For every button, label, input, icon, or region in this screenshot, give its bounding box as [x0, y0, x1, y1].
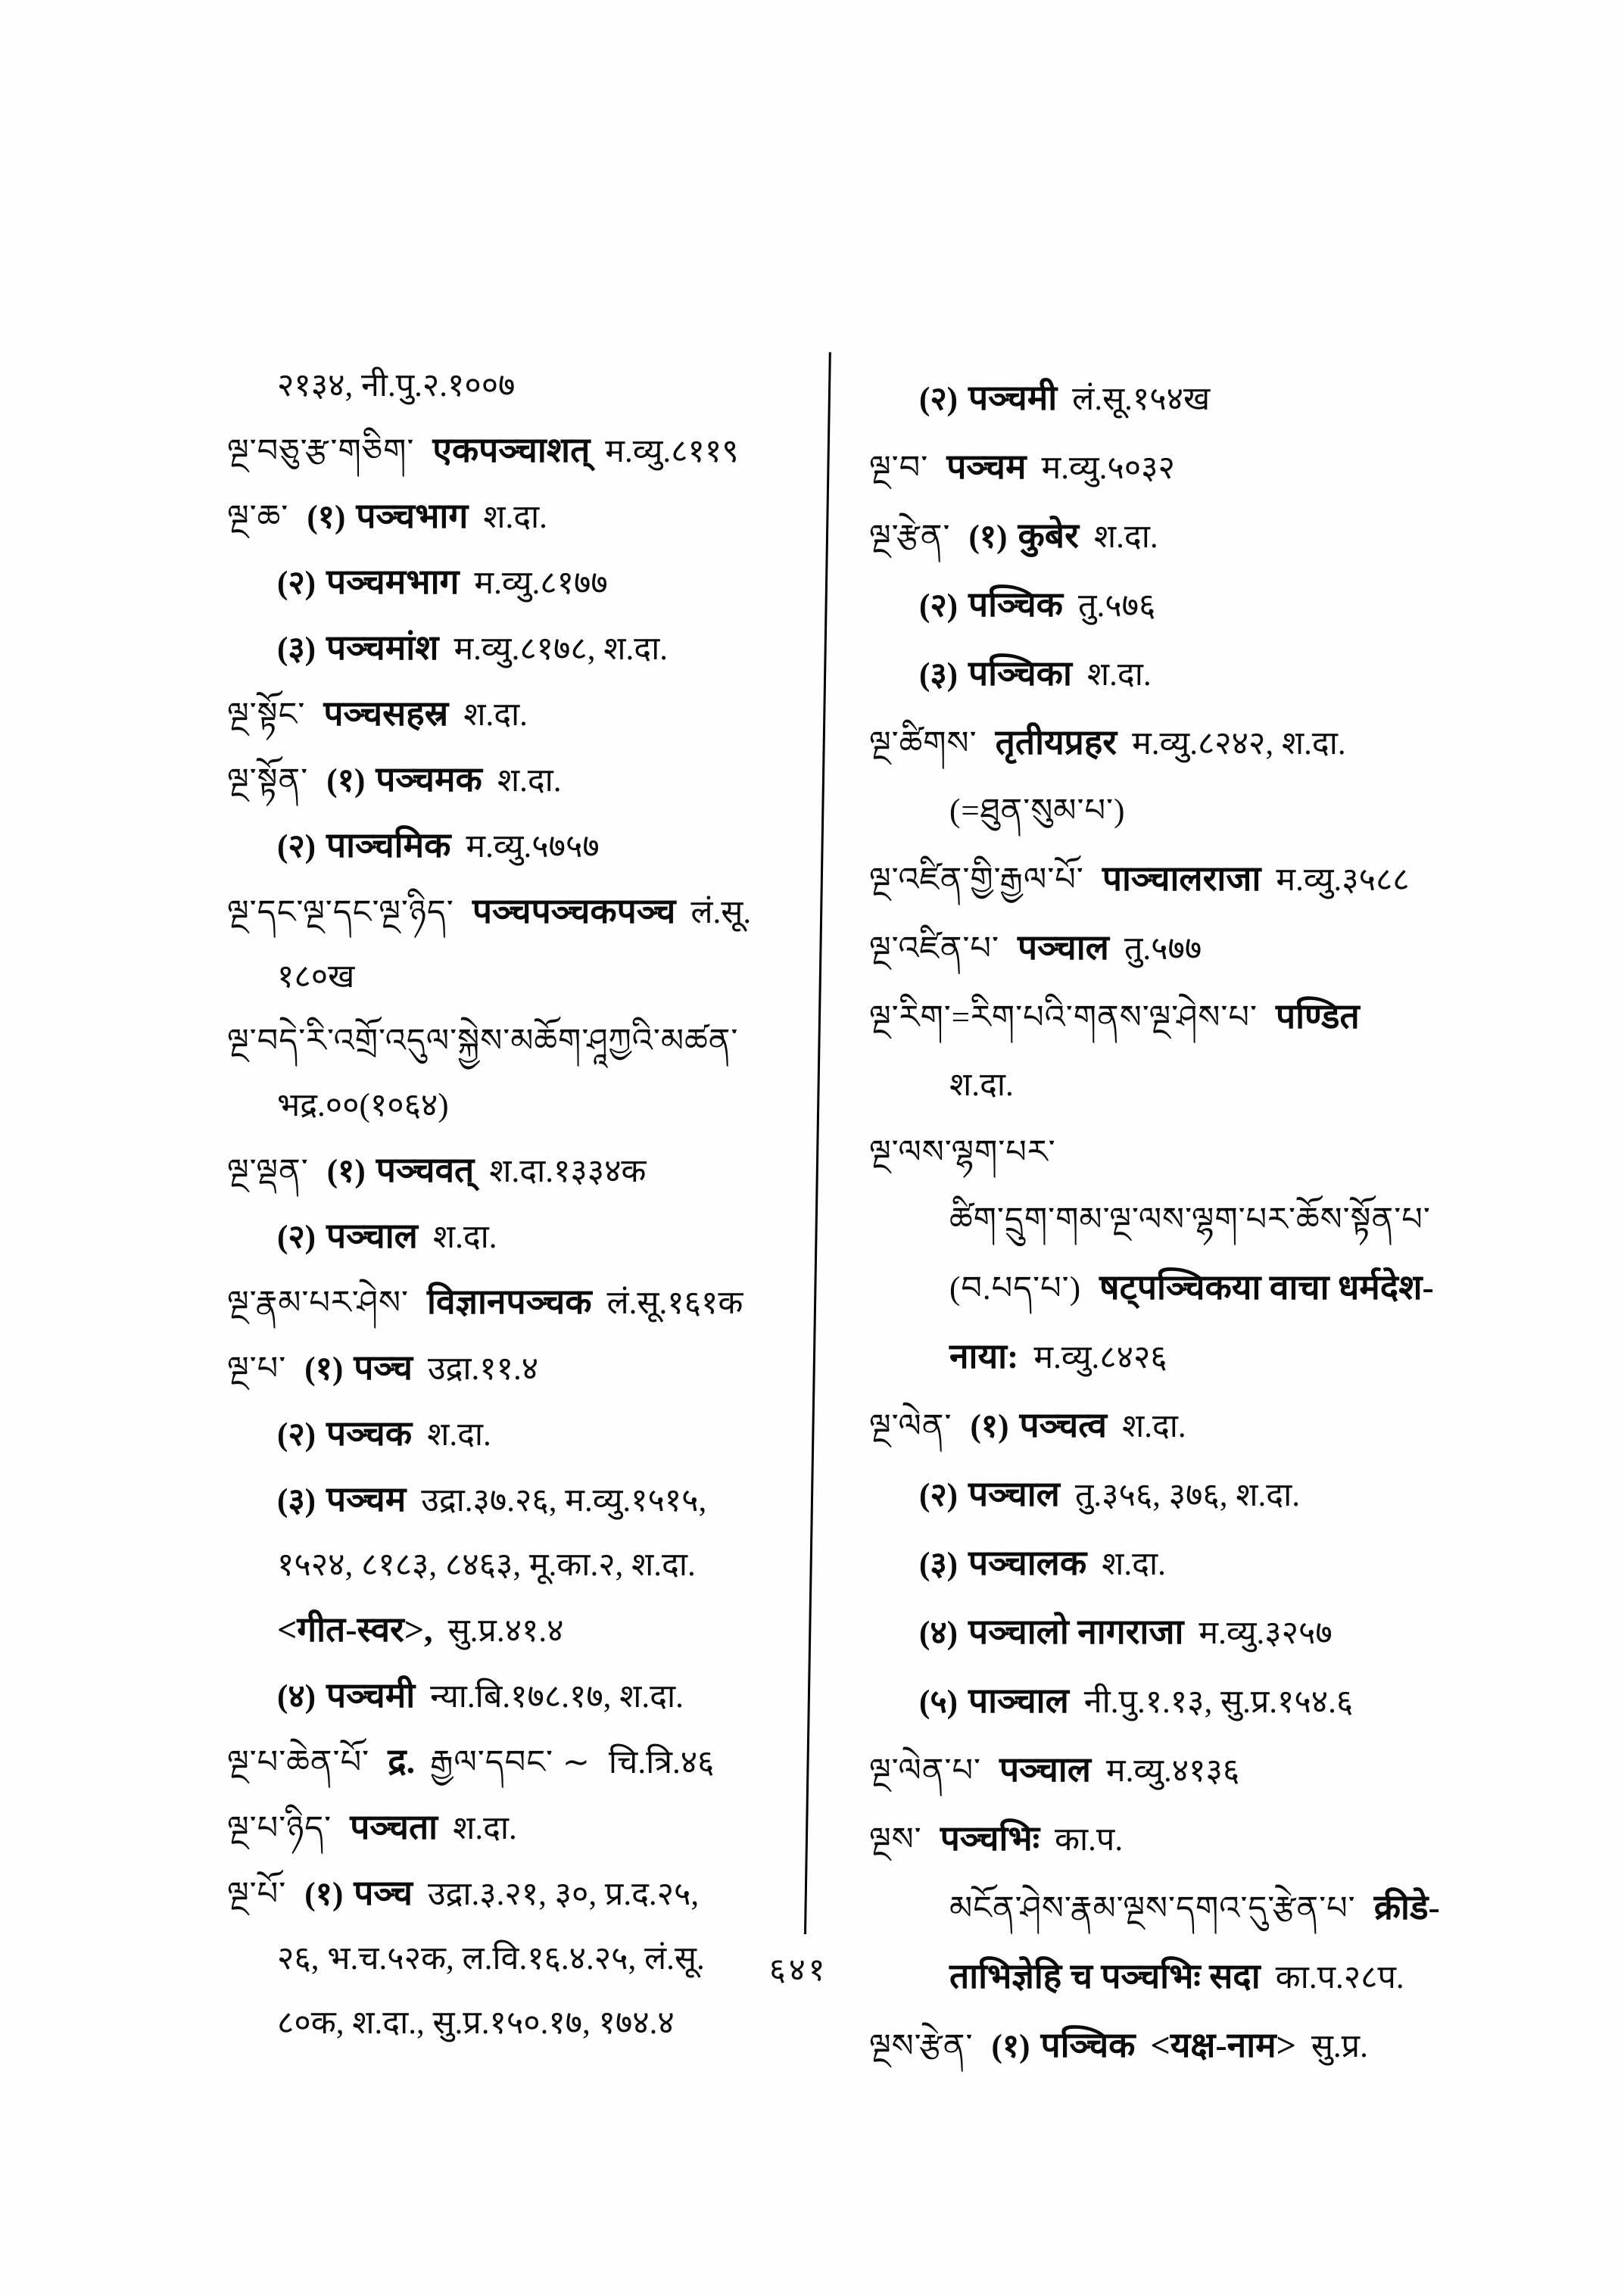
reference-citation: १८०ख	[277, 959, 355, 995]
reference-citation: म.व्यु.८१७७	[474, 565, 608, 601]
entry-line	[919, 1671, 1551, 1740]
sense-number: (१)	[326, 763, 366, 799]
sense-number: (४)	[277, 1679, 316, 1715]
reference-citation: तु.३५६, ३७६, श.दा.	[1074, 1478, 1300, 1513]
sense-number: (१)	[326, 1154, 366, 1189]
sense-number: (२)	[277, 829, 316, 865]
entry-line	[227, 1013, 810, 1077]
reference-citation: लं.सू.	[690, 895, 752, 930]
entry-line	[869, 849, 1551, 918]
reference-citation: श.दा.	[497, 763, 562, 799]
sanskrit-equivalent-text: पाञ्चालराजा	[1102, 859, 1261, 898]
tibetan-headword-text: ལྔ་ལེན་	[869, 1409, 952, 1444]
reference-citation: श.दा.	[1093, 519, 1158, 555]
entry-line	[227, 685, 810, 751]
sense-number: (१)	[307, 500, 346, 535]
entry-line	[869, 712, 1551, 781]
sanskrit-equivalent-text: पञ्चवत्	[376, 1151, 475, 1189]
reference-citation: म.व्यु.४१३६	[1105, 1753, 1240, 1789]
tibetan-headword-text: (བ.པད་པ་)	[949, 1271, 1082, 1307]
tibetan-headword-text: ལྔ་ཚིགས་	[869, 726, 977, 762]
entry-line	[949, 1326, 1551, 1395]
entry-line	[869, 2015, 1551, 2084]
sense-number: (२)	[277, 565, 316, 601]
tibetan-headword-text: ལྔ་རིག་=རིག་པའི་གནས་ལྔ་ཤེས་པ་	[869, 1000, 1258, 1036]
entry-line	[949, 1190, 1551, 1257]
reference-citation: श.दा.	[483, 500, 547, 535]
sanskrit-equivalent-text: नाया:	[949, 1337, 1019, 1375]
sanskrit-equivalent-text: पञ्चभाग	[356, 497, 469, 535]
tibetan-headword-text: ལྔས་རྩེན་	[869, 2029, 974, 2064]
reference-citation: श.दा.	[453, 1811, 517, 1846]
entry-line	[949, 1257, 1551, 1326]
sanskrit-equivalent-text: पञ्चिक	[1040, 2026, 1136, 2064]
reference-citation: श.दा.	[1121, 1409, 1186, 1444]
sanskrit-equivalent-text: ताभिज्ञेहि च पञ्चभिः सदा	[949, 1957, 1261, 1995]
sense-number: (१)	[991, 2029, 1030, 2064]
sanskrit-equivalent-text: पाञ्चाल	[968, 1681, 1069, 1720]
tibetan-headword-text: ལྔ་པ་ཆེན་པོ་	[227, 1745, 370, 1781]
sanskrit-equivalent-text: पञ्चसहस्र	[323, 694, 449, 733]
tibetan-headword-text: ལྔ་བ་	[869, 450, 929, 486]
entry-line	[227, 1339, 810, 1405]
entry-line	[227, 488, 810, 553]
entry-line	[277, 1405, 810, 1471]
tibetan-headword-text: ལྔ་ལེན་པ་	[869, 1753, 982, 1789]
sanskrit-equivalent-text: षट्पञ्चिकया वाचा धर्मदेश-	[1099, 1268, 1434, 1307]
sanskrit-equivalent-text: द्र.	[388, 1742, 416, 1781]
tibetan-headword-text: ལྔ་ཆ་	[227, 500, 289, 535]
reference-citation: १५२४, ८१८३, ८४६३, मू.का.२, श.दा.	[277, 1547, 696, 1583]
entry-line	[227, 1733, 810, 1799]
reference-citation: भद्र.००(१०६४)	[277, 1088, 449, 1123]
sanskrit-equivalent-text: पञ्चाल	[968, 1475, 1060, 1513]
entry-line	[919, 575, 1551, 643]
page-number: ६४१	[769, 1953, 828, 1988]
entry-line	[277, 1930, 810, 1995]
entry-line	[949, 1946, 1551, 2015]
sanskrit-equivalent-text: कुबेर	[1018, 516, 1079, 555]
tibetan-headword-text: ལྔ་ལྡན་	[227, 1154, 309, 1189]
entry-line	[277, 1077, 810, 1142]
tibetan-headword-text: ལྔ་རྩེན་	[869, 519, 951, 555]
entry-line	[227, 422, 810, 488]
reference-citation: का.प.२८प.	[1275, 1960, 1404, 1995]
sense-number: (२)	[919, 1478, 958, 1513]
reference-citation: म.व्यु.८११९	[605, 434, 739, 469]
tibetan-headword-text: ལྔས་	[869, 1822, 922, 1858]
sanskrit-equivalent-text: पञ्च	[354, 1348, 413, 1387]
entry-line	[227, 1865, 810, 1930]
sanskrit-equivalent-text: <गीत-स्वर>,	[277, 1610, 433, 1649]
sense-number: (४)	[919, 1615, 958, 1651]
sanskrit-equivalent-text: पञ्चाल	[999, 1750, 1091, 1789]
sense-number: (२)	[277, 1220, 316, 1255]
entry-line	[227, 1799, 810, 1865]
entry-line	[277, 1995, 810, 2059]
column-left	[227, 357, 810, 2059]
tibetan-headword-text: (=ཐུན་སུམ་པ་)	[949, 793, 1126, 829]
sense-number: (१)	[304, 1877, 344, 1912]
tibetan-headword-text: ལྔ་སྟོང་	[227, 697, 306, 733]
entry-line	[277, 817, 810, 883]
sense-number: (२)	[919, 588, 958, 624]
reference-citation: लं.सू.१६१क	[606, 1285, 743, 1321]
reference-citation: श.दा.	[427, 1417, 491, 1453]
entry-line	[949, 1055, 1551, 1123]
entry-line	[869, 506, 1551, 575]
entry-line	[277, 1667, 810, 1733]
entry-line	[227, 1273, 810, 1339]
entry-line	[919, 1464, 1551, 1533]
entry-line	[277, 1471, 810, 1537]
reference-citation: म.व्यु.३५८८	[1276, 862, 1410, 898]
tibetan-headword-text: ལྔ་རྣམ་པར་ཤེས་	[227, 1285, 410, 1321]
tibetan-headword-text: ལྔ་བདེ་རི་འགྲོ་འདུལ་སྐྱེས་མཆོག་ཤཱཀྱའི་མཚན་	[227, 1023, 739, 1059]
sanskrit-equivalent-text: <यक्ष-नाम>	[1150, 2026, 1296, 2064]
tibetan-headword-text: ལྔ་འཛིན་གྱི་རྒྱལ་པོ་	[869, 862, 1084, 898]
tibetan-headword-text: ལྔ་སྟོན་	[227, 763, 309, 799]
entry-line	[869, 1809, 1551, 1877]
reference-citation: म.व्यु.८२४२, श.दा.	[1132, 726, 1346, 762]
sanskrit-equivalent-text: पाञ्चमिक	[326, 826, 451, 865]
sanskrit-equivalent-text: पञ्चता	[350, 1808, 438, 1846]
sanskrit-equivalent-text: पञ्चमक	[376, 760, 482, 799]
sanskrit-equivalent-text: पञ्चम	[946, 447, 1027, 486]
reference-citation: नी.पु.१.१३, सु.प्र.१५४.६	[1083, 1684, 1354, 1720]
sanskrit-equivalent-text: पञ्चिका	[968, 654, 1072, 693]
reference-citation: म.व्यु.५७५७	[466, 829, 600, 865]
entry-line	[949, 781, 1551, 849]
reference-citation: २६, भ.च.५२क, ल.वि.१६.४.२५, लं.सू.	[277, 1941, 705, 1977]
reference-citation: ८०क, श.दा., सु.प्र.१५०.१७, १७४.४	[277, 2005, 675, 2041]
tibetan-headword-text: རྒྱལ་དབང་ ∼	[430, 1745, 591, 1781]
reference-citation: श.दा.	[463, 697, 528, 733]
entry-line	[227, 883, 810, 949]
reference-citation: म.व्यु.५०३२	[1041, 450, 1175, 486]
sense-number: (३)	[919, 1547, 958, 1582]
sense-number: (२)	[277, 1417, 316, 1453]
entry-line	[277, 949, 810, 1013]
reference-citation: सु.प्र.	[1311, 2029, 1368, 2064]
reference-citation: लं.सू.१५४ख	[1072, 382, 1211, 417]
sanskrit-equivalent-text: पञ्चालक	[968, 1544, 1087, 1582]
reference-citation: म.व्यु.३२५७	[1199, 1615, 1333, 1651]
tibetan-headword-text: ལྔ་པ་	[227, 1351, 287, 1387]
entry-line	[227, 1142, 810, 1207]
sanskrit-equivalent-text: पञ्चक	[326, 1414, 413, 1453]
sanskrit-equivalent-text: पञ्च	[354, 1874, 413, 1912]
reference-citation: म.व्यु.८४२६	[1033, 1340, 1167, 1375]
entry-line	[869, 437, 1551, 506]
sense-number: (१)	[304, 1351, 344, 1387]
entry-line	[919, 643, 1551, 712]
entry-line	[869, 1395, 1551, 1464]
column-right	[869, 368, 1551, 2084]
entry-line	[277, 1207, 810, 1273]
reference-citation: म.व्यु.८१७८, श.दा.	[454, 631, 668, 667]
reference-citation: २१३४, नी.पु.२.१००७	[277, 368, 516, 403]
entry-line	[919, 1533, 1551, 1602]
reference-citation: सु.प्र.४१.४	[447, 1613, 564, 1649]
reference-citation: श.दा.	[1102, 1547, 1166, 1582]
sanskrit-equivalent-text: पञ्चमी	[968, 379, 1058, 417]
sanskrit-equivalent-text: क्रीडे-	[1373, 1888, 1440, 1927]
sanskrit-equivalent-text: पञ्चाल	[1018, 928, 1109, 967]
sanskrit-equivalent-text: तृतीयप्रहर	[995, 723, 1117, 762]
sanskrit-equivalent-text: विज्ञानपञ्चक	[427, 1282, 592, 1321]
tibetan-headword-text: ལྔ་པོ་	[227, 1877, 287, 1912]
sanskrit-equivalent-text: पञ्चम	[326, 1480, 407, 1519]
sense-number: (१)	[970, 1409, 1009, 1444]
entry-line	[869, 986, 1551, 1055]
sanskrit-equivalent-text: एकपञ्चाशत्	[432, 431, 591, 469]
sanskrit-equivalent-text: पञ्चमी	[326, 1676, 416, 1715]
tibetan-headword-text: ཚིག་དྲུག་གམ་ལྔ་ལས་ལྷག་པར་ཆོས་སྟོན་པ་	[949, 1202, 1431, 1238]
reference-citation: तु.५७७	[1124, 931, 1202, 967]
sanskrit-equivalent-text: पञ्चमभाग	[326, 562, 460, 601]
sanskrit-equivalent-text: पञ्चपञ्चकपञ्च	[472, 892, 676, 930]
entry-line	[227, 751, 810, 817]
entry-line	[869, 918, 1551, 986]
tibetan-headword-text: མངོན་ཤེས་རྣམ་ལྔས་དགའ་དུ་རྩེན་པ་	[949, 1891, 1356, 1927]
reference-citation: श.दा.१३३४क	[489, 1154, 647, 1189]
entry-line	[277, 553, 810, 619]
reference-citation: श.दा.	[949, 1067, 1014, 1103]
sense-number: (३)	[277, 1483, 316, 1519]
sense-number: (३)	[919, 657, 958, 693]
sanskrit-equivalent-text: पञ्चाल	[326, 1217, 418, 1255]
sanskrit-equivalent-text: पञ्चभिः	[940, 1819, 1040, 1858]
sanskrit-equivalent-text: पञ्चालो नागराजा	[968, 1612, 1184, 1651]
entry-line	[919, 368, 1551, 437]
entry-line	[277, 357, 810, 422]
sense-number: (२)	[919, 382, 958, 417]
tibetan-headword-text: ལྔ་འཛིན་པ་	[869, 931, 1000, 967]
entry-line	[277, 619, 810, 685]
reference-citation: उद्रा.३७.२६, म.व्यु.१५१५,	[421, 1483, 707, 1519]
reference-citation: श.दा.	[1086, 657, 1152, 693]
entry-line	[949, 1877, 1551, 1946]
reference-citation: श.दा.	[432, 1220, 497, 1255]
reference-citation: का.प.	[1055, 1822, 1124, 1858]
entry-line	[277, 1601, 810, 1667]
entry-line	[919, 1602, 1551, 1671]
entry-line	[869, 1123, 1551, 1190]
tibetan-headword-text: ལྔ་ལས་ལྷག་པར་	[869, 1135, 1056, 1170]
tibetan-headword-text: ལྔ་བཅུ་རྩ་གཅིག་	[227, 434, 415, 469]
sense-number: (५)	[919, 1684, 958, 1720]
entry-line	[277, 1537, 810, 1601]
sanskrit-equivalent-text: पञ्चमांश	[326, 628, 439, 667]
reference-citation: उद्रा.३.२१, ३०, प्र.द.२५,	[428, 1877, 700, 1912]
sanskrit-equivalent-text: पण्डित	[1275, 997, 1360, 1036]
sanskrit-equivalent-text: पञ्चिक	[968, 585, 1063, 624]
reference-citation: न्या.बि.१७८.१७, श.दा.	[430, 1679, 684, 1715]
sanskrit-equivalent-text: पञ्चत्व	[1019, 1406, 1107, 1444]
reference-citation: तु.५७६	[1077, 588, 1156, 624]
sense-number: (३)	[277, 631, 316, 667]
entry-line	[869, 1740, 1551, 1809]
reference-citation: उद्रा.११.४	[428, 1351, 539, 1387]
tibetan-headword-text: ལྔ་པ་ཉིད་	[227, 1811, 332, 1846]
sense-number: (१)	[968, 519, 1008, 555]
reference-citation: चि.त्रि.४६	[608, 1745, 715, 1781]
tibetan-headword-text: ལྔ་དང་ལྔ་དང་ལྔ་ཉིད་	[227, 895, 454, 930]
